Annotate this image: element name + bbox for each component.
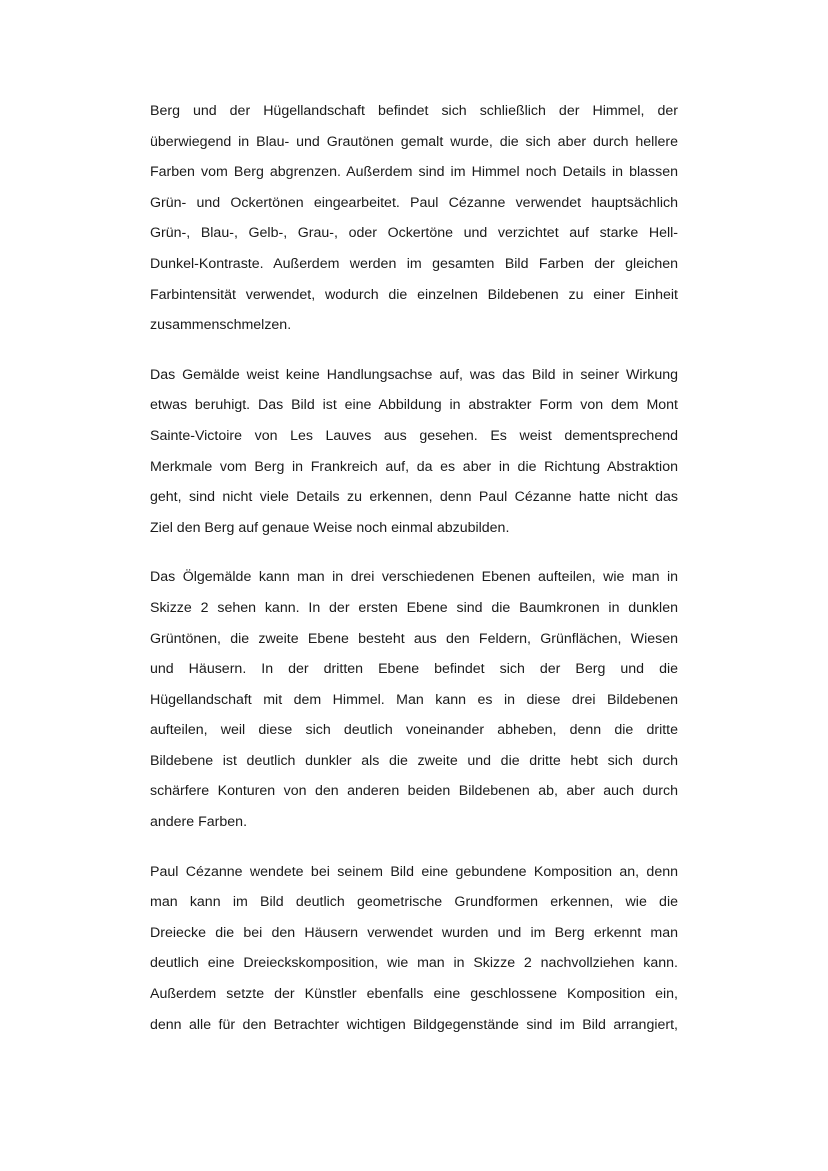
paragraph-2	[150, 360, 678, 544]
text-line: deutlich eine Dreieckskomposition, wie man in Skizze 2 nachvollziehen kann.	[150, 955, 678, 972]
text-line: Paul Cézanne wendete bei seinem Bild eine gebundene Komposition an, denn	[150, 863, 678, 880]
body-text	[150, 96, 678, 1040]
text-line: Dreiecke die bei den Häusern verwendet wurden und im Berg erkennt man	[150, 924, 678, 941]
text-line: Skizze 2 sehen kann. In der ersten Ebene sind die Baumkronen in dunklen	[150, 599, 678, 616]
text-line: schärfere Konturen von den anderen beiden Bildebenen ab, aber auch durch	[150, 783, 678, 800]
text-line: geht, sind nicht viele Details zu erkennen, denn Paul Cézanne hatte nicht das	[150, 489, 678, 506]
text-line: Bildebene ist deutlich dunkler als die zweite und die dritte hebt sich durch	[150, 752, 678, 769]
paragraph-4	[150, 857, 678, 1041]
text-line: denn alle für den Betrachter wichtigen Bildgegenstände sind im Bild arrangiert,	[150, 1016, 678, 1033]
text-line: Merkmale vom Berg in Frankreich auf, da es aber in die Richtung Abstraktion	[150, 458, 678, 475]
text-line: Farben vom Berg abgrenzen. Außerdem sind im Himmel noch Details in blassen	[150, 164, 678, 181]
paragraph-3	[150, 562, 678, 837]
text-line: Hügellandschaft mit dem Himmel. Man kann es in diese drei Bildebenen	[150, 691, 678, 708]
paragraph-1	[150, 96, 678, 341]
text-line: andere Farben.	[150, 814, 248, 831]
text-line: Ziel den Berg auf genaue Weise noch einmal abzubilden.	[150, 519, 510, 536]
text-line: etwas beruhigt. Das Bild ist eine Abbildung in abstrakter Form von dem Mont	[150, 397, 678, 414]
text-line: Sainte-Victoire von Les Lauves aus gesehen. Es weist dementsprechend	[150, 427, 678, 444]
text-line: aufteilen, weil diese sich deutlich voneinander abheben, denn die dritte	[150, 722, 678, 739]
text-line: Grüntönen, die zweite Ebene besteht aus den Feldern, Grünflächen, Wiesen	[150, 630, 678, 647]
text-line: Dunkel-Kontraste. Außerdem werden im gesamten Bild Farben der gleichen	[150, 255, 678, 272]
text-line: überwiegend in Blau- und Grautönen gemalt wurde, die sich aber durch hellere	[150, 133, 678, 150]
text-line: Berg und der Hügellandschaft befindet sich schließlich der Himmel, der	[150, 103, 678, 119]
text-line: Grün-, Blau-, Gelb-, Grau-, oder Ockertöne und verzichtet auf starke Hell-	[150, 225, 678, 242]
text-line: man kann im Bild deutlich geometrische Grundformen erkennen, wie die	[150, 894, 678, 911]
text-line: Das Gemälde weist keine Handlungsachse auf, was das Bild in seiner Wirkung	[150, 366, 678, 383]
text-line: Außerdem setzte der Künstler ebenfalls eine geschlossene Komposition ein,	[150, 986, 678, 1003]
text-line: Farbintensität verwendet, wodurch die einzelnen Bildebenen zu einer Einheit	[150, 286, 678, 303]
text-line: und Häusern. In der dritten Ebene befindet sich der Berg und die	[150, 661, 678, 678]
text-line: Grün- und Ockertönen eingearbeitet. Paul Cézanne verwendet hauptsächlich	[150, 194, 678, 211]
text-line: zusammenschmelzen.	[150, 317, 292, 334]
text-line: Das Ölgemälde kann man in drei verschiedenen Ebenen aufteilen, wie man in	[150, 569, 678, 586]
